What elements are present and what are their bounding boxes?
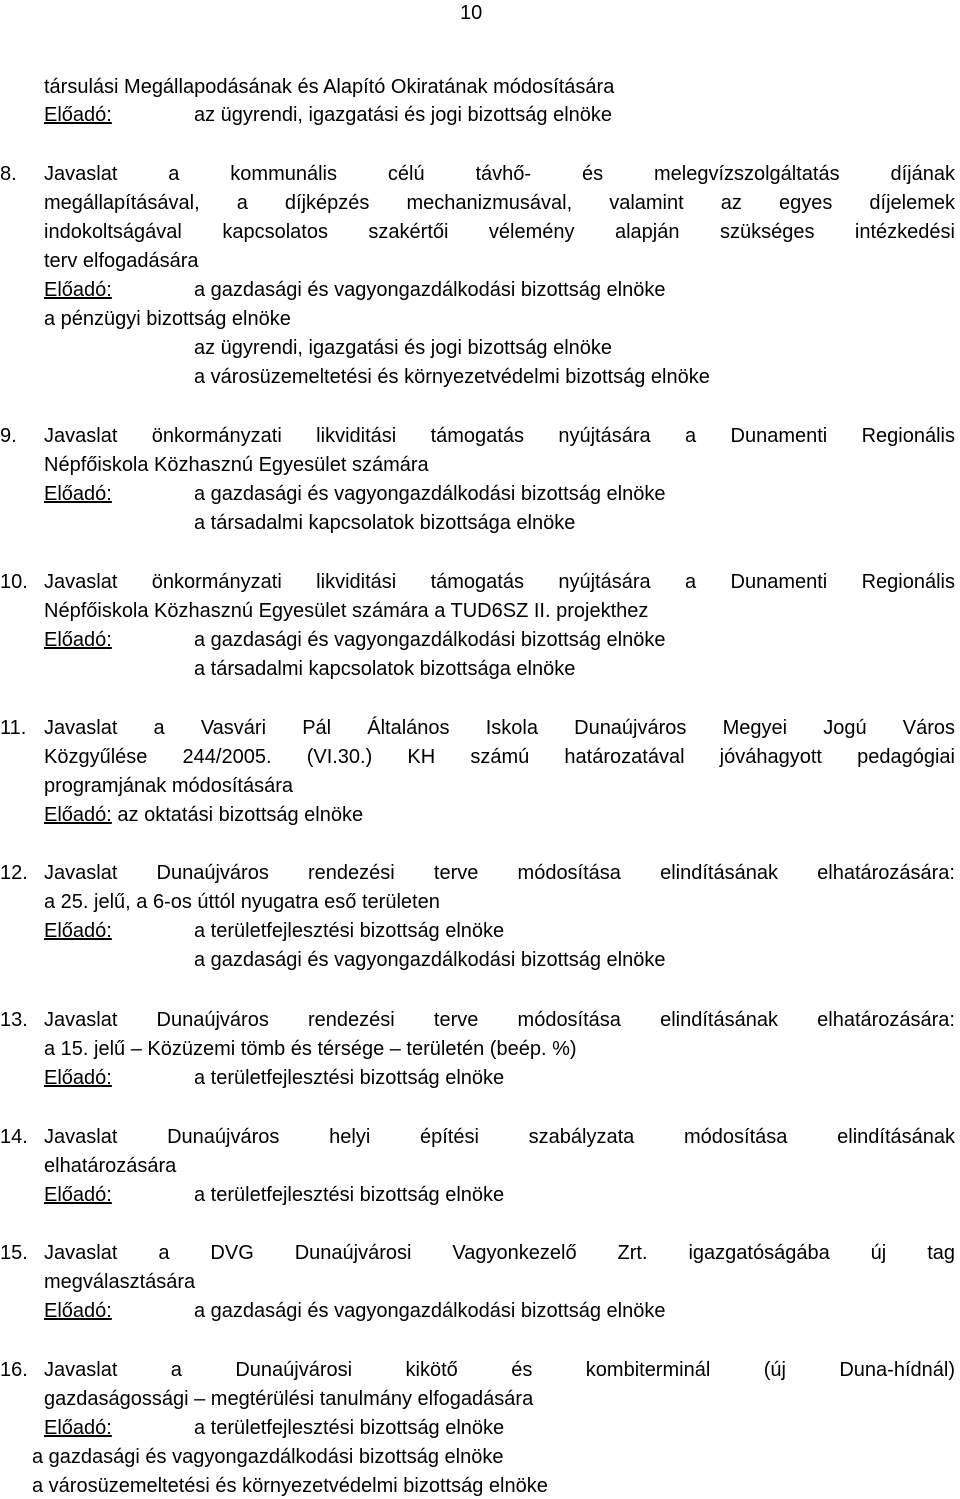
presenter: a területfejlesztési bizottság elnöke	[194, 1184, 505, 1206]
item-number: 14.	[0, 1126, 28, 1148]
presenter: a városüzemeltetési és környezetvédelmi bizottság elnöke	[32, 1475, 548, 1497]
presenter: az ügyrendi, igazgatási és jogi bizottság elnöke	[194, 337, 613, 359]
presenter: a társadalmi kapcsolatok bizottsága elnöke	[194, 512, 576, 534]
presenter-label: Előadó:	[44, 920, 112, 942]
item-text: indokoltságával kapcsolatos szakértői vélemény alapján szükséges intézkedési	[44, 221, 955, 243]
item-text: a 15. jelű – Közüzemi tömb és térsége – területén (beép. %)	[44, 1038, 577, 1060]
presenter: a pénzügyi bizottság elnöke	[44, 308, 291, 330]
presenter-label: Előadó:	[44, 104, 112, 126]
item-text: Javaslat Dunaújváros helyi építési szabályzata módosítása elindításának	[44, 1126, 955, 1148]
item-text: Javaslat Dunaújváros rendezési terve módosítása elindításának elhatározására:	[44, 1009, 955, 1031]
presenter: a gazdasági és vagyongazdálkodási bizottság elnöke	[194, 949, 666, 971]
item-text: Javaslat önkormányzati likviditási támogatás nyújtására a Dunamenti Regionális	[44, 425, 955, 447]
item-number: 11.	[0, 717, 27, 739]
presenter: a gazdasági és vagyongazdálkodási bizottság elnöke	[194, 483, 666, 505]
item-text: programjának módosítására	[44, 775, 294, 797]
item-text: Javaslat a Vasvári Pál Általános Iskola Dunaújváros Megyei Jogú Város	[44, 717, 955, 739]
presenter: az ügyrendi, igazgatási és jogi bizottság elnöke	[194, 104, 613, 126]
item-text: Közgyűlése 244/2005. (VI.30.) KH számú határozatával jóváhagyott pedagógiai	[44, 746, 955, 768]
presenter-label: Előadó:	[44, 1300, 112, 1322]
item-number: 8.	[0, 163, 17, 185]
item-text: Javaslat a Dunaújvárosi kikötő és kombiterminál (új Duna-hídnál)	[44, 1359, 955, 1381]
item-number: 15.	[0, 1242, 28, 1264]
item-text: Javaslat Dunaújváros rendezési terve módosítása elindításának elhatározására:	[44, 862, 955, 884]
item-number: 16.	[0, 1359, 28, 1381]
presenter: a társadalmi kapcsolatok bizottsága elnöke	[194, 658, 576, 680]
item-text: terv elfogadására	[44, 250, 199, 272]
presenter-label: Előadó:	[44, 1067, 112, 1089]
item-text: Javaslat önkormányzati likviditási támogatás nyújtására a Dunamenti Regionális	[44, 571, 955, 593]
presenter: a területfejlesztési bizottság elnöke	[194, 920, 505, 942]
presenter-row	[44, 803, 363, 827]
presenter: a területfejlesztési bizottság elnöke	[194, 1067, 505, 1089]
presenter: az oktatási bizottság elnöke	[117, 804, 364, 826]
item-text: gazdaságossági – megtérülési tanulmány elfogadására	[44, 1388, 534, 1410]
item-text: elhatározására	[44, 1155, 177, 1177]
presenter-label: Előadó:	[44, 483, 112, 505]
item-number: 12.	[0, 862, 28, 884]
header-line: társulási Megállapodásának és Alapító Okiratának módosítására	[44, 76, 615, 98]
item-number: 13.	[0, 1009, 28, 1031]
presenter: a gazdasági és vagyongazdálkodási bizottság elnöke	[194, 279, 666, 301]
presenter-label: Előadó:	[44, 1184, 112, 1206]
presenter-label: Előadó:	[44, 804, 112, 826]
page-number: 10	[460, 2, 483, 24]
item-text: megválasztására	[44, 1271, 196, 1293]
item-text: Népfőiskola Közhasznú Egyesület számára a TUD6SZ II. projekthez	[44, 600, 649, 622]
item-text: Javaslat a kommunális célú távhő- és melegvízszolgáltatás díjának	[44, 163, 955, 185]
item-number: 9.	[0, 425, 17, 447]
presenter: a gazdasági és vagyongazdálkodási bizottság elnöke	[32, 1446, 504, 1468]
presenter: a városüzemeltetési és környezetvédelmi bizottság elnöke	[194, 366, 710, 388]
item-text: Népfőiskola Közhasznú Egyesület számára	[44, 454, 429, 476]
presenter: a gazdasági és vagyongazdálkodási bizottság elnöke	[194, 1300, 666, 1322]
presenter-label: Előadó:	[44, 279, 112, 301]
item-text: a 25. jelű, a 6-os úttól nyugatra eső területen	[44, 891, 440, 913]
presenter: a gazdasági és vagyongazdálkodási bizottság elnöke	[194, 629, 666, 651]
item-text: megállapításával, a díjképzés mechanizmusával, valamint az egyes díjelemek	[44, 192, 955, 214]
presenter-label: Előadó:	[44, 1417, 112, 1439]
presenter-label: Előadó:	[44, 629, 112, 651]
item-number: 10.	[0, 571, 28, 593]
item-text: Javaslat a DVG Dunaújvárosi Vagyonkezelő Zrt. igazgatóságába új tag	[44, 1242, 955, 1264]
presenter: a területfejlesztési bizottság elnöke	[194, 1417, 505, 1439]
